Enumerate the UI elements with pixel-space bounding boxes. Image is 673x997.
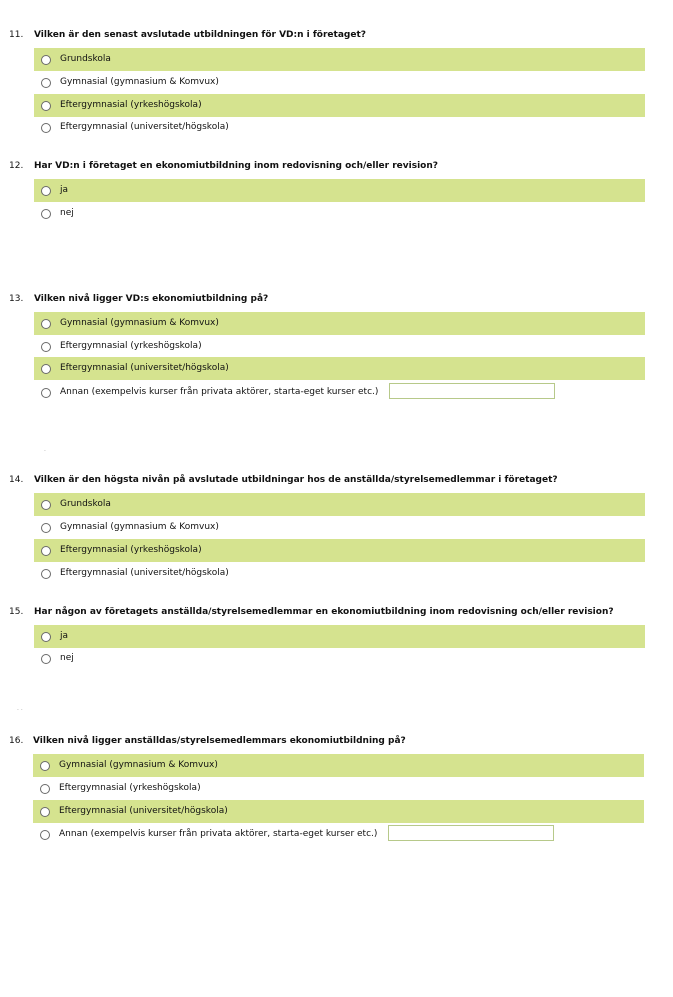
other-text-field[interactable] [389,383,555,399]
option-label: Eftergymnasial (universitet/högskola) [59,806,228,816]
option-label: nej [60,653,74,663]
option-row[interactable] [34,625,645,648]
option-label: nej [60,208,74,218]
option-row[interactable] [34,539,645,562]
radio-button[interactable] [41,342,51,352]
stray-mark: . [44,446,46,453]
option-label: Eftergymnasial (universitet/högskola) [60,363,229,373]
option-row[interactable] [34,312,645,335]
option-row[interactable] [34,381,645,404]
radio-button[interactable] [41,101,51,111]
question-number: 12. [9,161,24,171]
option-row[interactable] [34,94,645,117]
option-label: Eftergymnasial (yrkeshögskola) [60,545,202,555]
option-row[interactable] [33,754,644,777]
option-row[interactable] [34,647,645,670]
stray-mark: . . [17,705,23,712]
radio-button[interactable] [41,209,51,219]
option-row[interactable] [34,116,645,139]
question-number: 16. [9,736,24,746]
option-row[interactable] [34,71,645,94]
option-label: Eftergymnasial (yrkeshögskola) [60,341,202,351]
option-label: Grundskola [60,54,111,64]
radio-button[interactable] [41,123,51,133]
option-label: Gymnasial (gymnasium & Komvux) [59,760,218,770]
option-label: Eftergymnasial (universitet/högskola) [60,122,229,132]
option-row[interactable] [33,823,644,846]
option-label: ja [60,631,69,641]
option-row[interactable] [34,493,645,516]
option-row[interactable] [34,516,645,539]
option-label: Grundskola [60,499,111,509]
option-label: ja [60,185,69,195]
option-label: Eftergymnasial (yrkeshögskola) [60,100,202,110]
option-row[interactable] [34,562,645,585]
question-text: Vilken är den högsta nivån på avslutade utbildningar hos de anställda/styrelsemedlemmar i företaget? [34,475,558,485]
radio-button[interactable] [40,761,50,771]
radio-button[interactable] [41,569,51,579]
radio-button[interactable] [41,55,51,65]
question-number: 11. [9,30,24,40]
option-row[interactable] [33,777,644,800]
option-label: Annan (exempelvis kurser från privata aktörer, starta-eget kurser etc.) [59,829,378,839]
radio-button[interactable] [41,654,51,664]
option-row[interactable] [33,800,644,823]
radio-button[interactable] [41,364,51,374]
option-row[interactable] [34,335,645,358]
option-row[interactable] [34,179,645,202]
radio-button[interactable] [41,500,51,510]
question-text: Vilken nivå ligger VD:s ekonomiutbildning på? [34,294,269,304]
radio-button[interactable] [40,784,50,794]
radio-button[interactable] [41,523,51,533]
question-text: Vilken nivå ligger anställdas/styrelsemedlemmars ekonomiutbildning på? [33,736,406,746]
question-text: Vilken är den senast avslutade utbildningen för VD:n i företaget? [34,30,366,40]
radio-button[interactable] [41,632,51,642]
option-label: Gymnasial (gymnasium & Komvux) [60,522,219,532]
radio-button[interactable] [41,78,51,88]
option-row[interactable] [34,357,645,380]
radio-button[interactable] [41,388,51,398]
question-number: 15. [9,607,24,617]
radio-button[interactable] [40,830,50,840]
option-label: Eftergymnasial (yrkeshögskola) [59,783,201,793]
option-label: Annan (exempelvis kurser från privata aktörer, starta-eget kurser etc.) [60,387,379,397]
question-number: 14. [9,475,24,485]
other-text-field[interactable] [388,825,554,841]
question-text: Har någon av företagets anställda/styrelsemedlemmar en ekonomiutbildning inom redovisning och/eller revision? [34,607,614,617]
option-row[interactable] [34,48,645,71]
question-number: 13. [9,294,24,304]
radio-button[interactable] [41,319,51,329]
radio-button[interactable] [40,807,50,817]
radio-button[interactable] [41,546,51,556]
option-label: Gymnasial (gymnasium & Komvux) [60,318,219,328]
radio-button[interactable] [41,186,51,196]
option-label: Gymnasial (gymnasium & Komvux) [60,77,219,87]
option-label: Eftergymnasial (universitet/högskola) [60,568,229,578]
question-text: Har VD:n i företaget en ekonomiutbildning inom redovisning och/eller revision? [34,161,438,171]
option-row[interactable] [34,202,645,225]
